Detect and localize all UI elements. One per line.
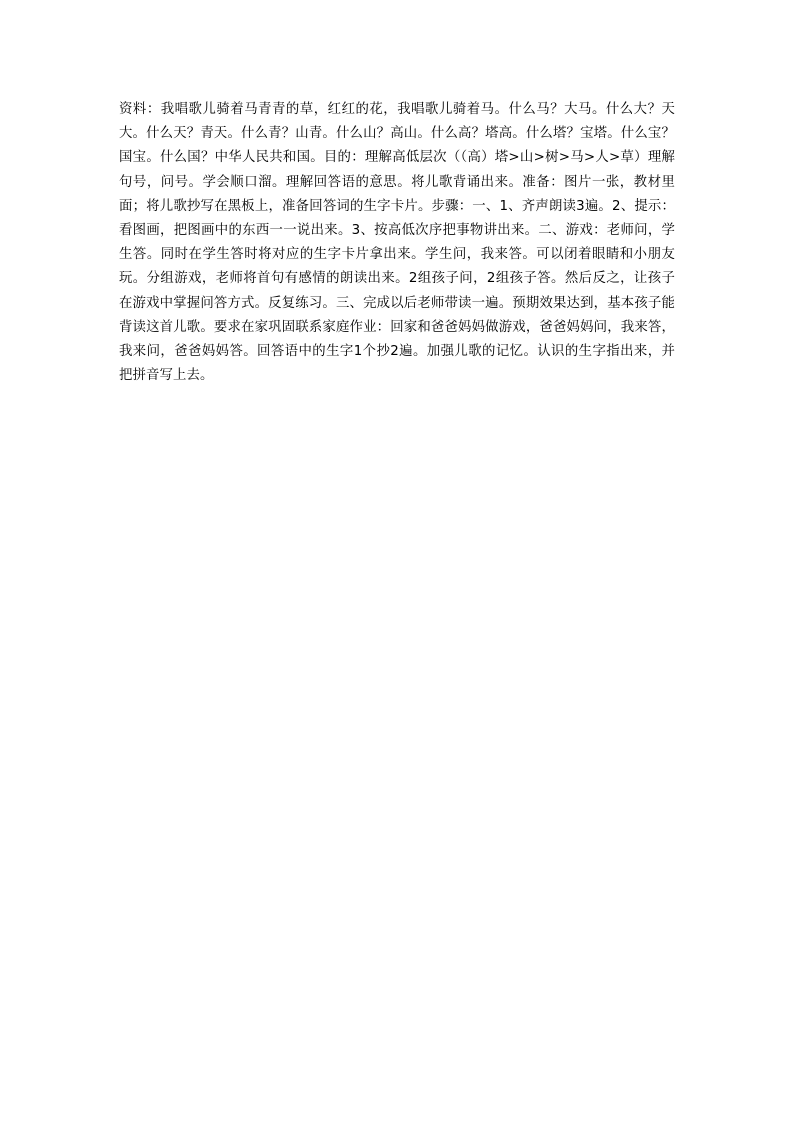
body-paragraph: 资料：我唱歌儿骑着马青青的草，红红的花，我唱歌儿骑着马。什么马？大马。什么大？天大。什么天？青天。什么青？山青。什么山？高山。什么高？塔高。什么塔？宝塔。什么宝？国宝。什么国？中华人民共和国。目的：理解高低层次（（高）塔>山>树>马>人>草）理解句号，问号。学会顺口溜。理解回答语的意思。将儿歌背诵出来。准备：图片一张，教材里面；将儿歌抄写在黑板上，准备回答词的生字卡片。步骤：一、1、齐声朗读3遍。2、提示：看图画，把图画中的东西一一说出来。3、按高低次序把事物讲出来。二、游戏：老师问，学生答。同时在学生答时将对应的生字卡片拿出来。学生问，我来答。可以闭着眼睛和小朋友玩。分组游戏，老师将首句有感情的朗读出来。2组孩子问，2组孩子答。然后反之，让孩子在游戏中掌握问答方式。反复练习。三、完成以后老师带读一遍。预期效果达到，基本孩子能背读这首儿歌。要求在家巩固联系家庭作业：回家和爸爸妈妈做游戏，爸爸妈妈问，我来答，我来问，爸爸妈妈答。回答语中的生字1个抄2遍。加强儿歌的记忆。认识的生字指出来，并把拼音写上去。 — [119, 102, 675, 384]
